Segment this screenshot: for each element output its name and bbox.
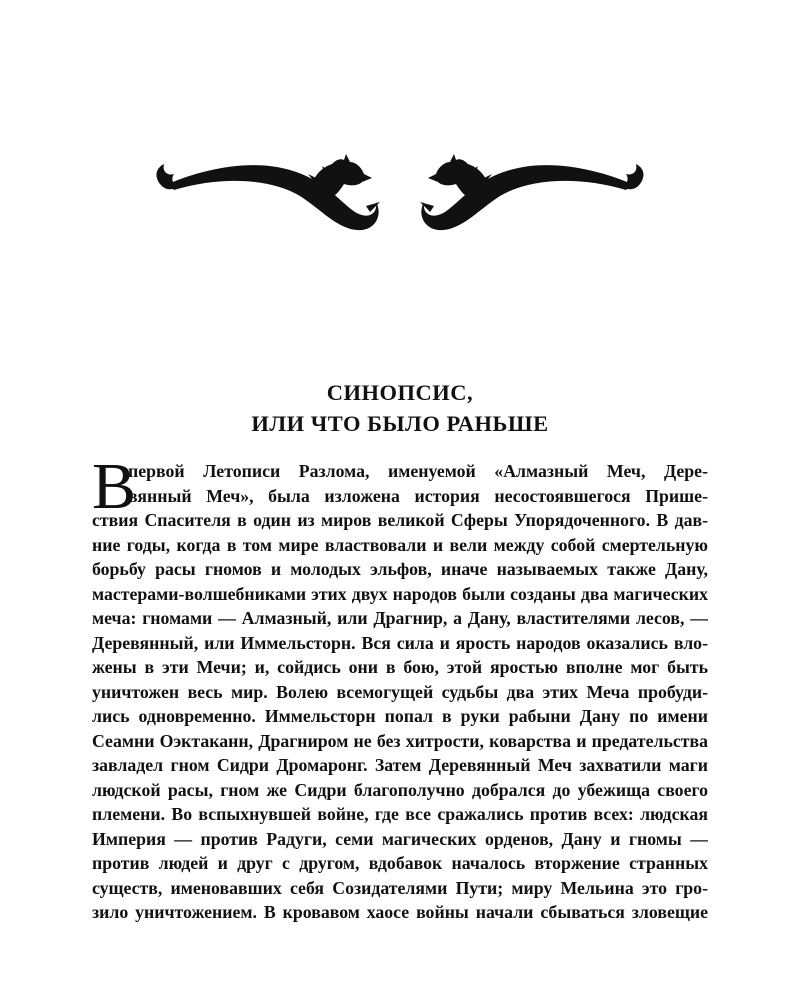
left-dragon-icon bbox=[157, 154, 380, 230]
text-line: Сеамни Оэктаканн, Драгниром не без хитрости, коварства и предательства bbox=[92, 730, 708, 751]
text-line: жены в эти Мечи; и, сойдись они в бою, этой яростью вполне мог быть bbox=[92, 657, 708, 677]
text-line: лись одновременно. Иммельсторн попал в руки рабыни Дану по имени bbox=[92, 706, 708, 726]
twin-dragons-ornament-icon bbox=[140, 140, 660, 250]
right-dragon-icon bbox=[420, 154, 643, 230]
text-line: существ, именовавших себя Созидателями Пути; миру Мельина это гро- bbox=[92, 877, 708, 898]
drop-cap: В bbox=[92, 450, 137, 523]
text-line: вянный Меч», была изложена история несостоявшегося Прише- bbox=[128, 485, 708, 506]
text-line: племени. Во вспыхнувшей войне, где все сражались против всех: людская bbox=[92, 804, 708, 824]
text-line: меча: гномами — Алмазный, или Драгнир, а Дану, властителями лесов, — bbox=[92, 608, 708, 628]
text-line: завладел гном Сидри Дромаронг. Затем Деревянный Меч захватили маги bbox=[92, 755, 708, 775]
text-line: против людей и друг с другом, вдобавок началось вторжение странных bbox=[92, 853, 708, 873]
text-line: мастерами-волшебниками этих двух народов были созданы два магических bbox=[92, 583, 708, 604]
text-line: уничтожен весь мир. Волею всемогущей судьбы два этих Меча пробуди- bbox=[92, 681, 708, 702]
body-paragraph bbox=[92, 450, 708, 925]
text-line: первой Летописи Разлома, именуемой «Алмазный Меч, Дере- bbox=[128, 461, 708, 481]
chapter-title-line-1: СИНОПСИС, bbox=[326, 380, 474, 405]
text-line: Империя — против Радуги, семи магических орденов, Дану и гномы — bbox=[92, 828, 708, 849]
text-line: зило уничтожением. В кровавом хаосе войны начали сбываться зловещие bbox=[92, 902, 708, 922]
chapter-title-line-2: ИЛИ ЧТО БЫЛО РАНЬШЕ bbox=[251, 411, 549, 436]
text-line: Деревянный, или Иммельсторн. Вся сила и ярость народов оказались вло- bbox=[92, 632, 708, 653]
text-line: людской расы, гном же Сидри благополучно добрался до убежища своего bbox=[92, 779, 708, 800]
text-line: ние годы, когда в том мире властвовали и вели между собой смертельную bbox=[92, 534, 708, 555]
text-line: борьбу расы гномов и молодых эльфов, иначе называемых также Дану, bbox=[92, 559, 708, 579]
text-line: ствия Спасителя в один из миров великой Сферы Упорядоченного. В дав- bbox=[92, 510, 708, 530]
